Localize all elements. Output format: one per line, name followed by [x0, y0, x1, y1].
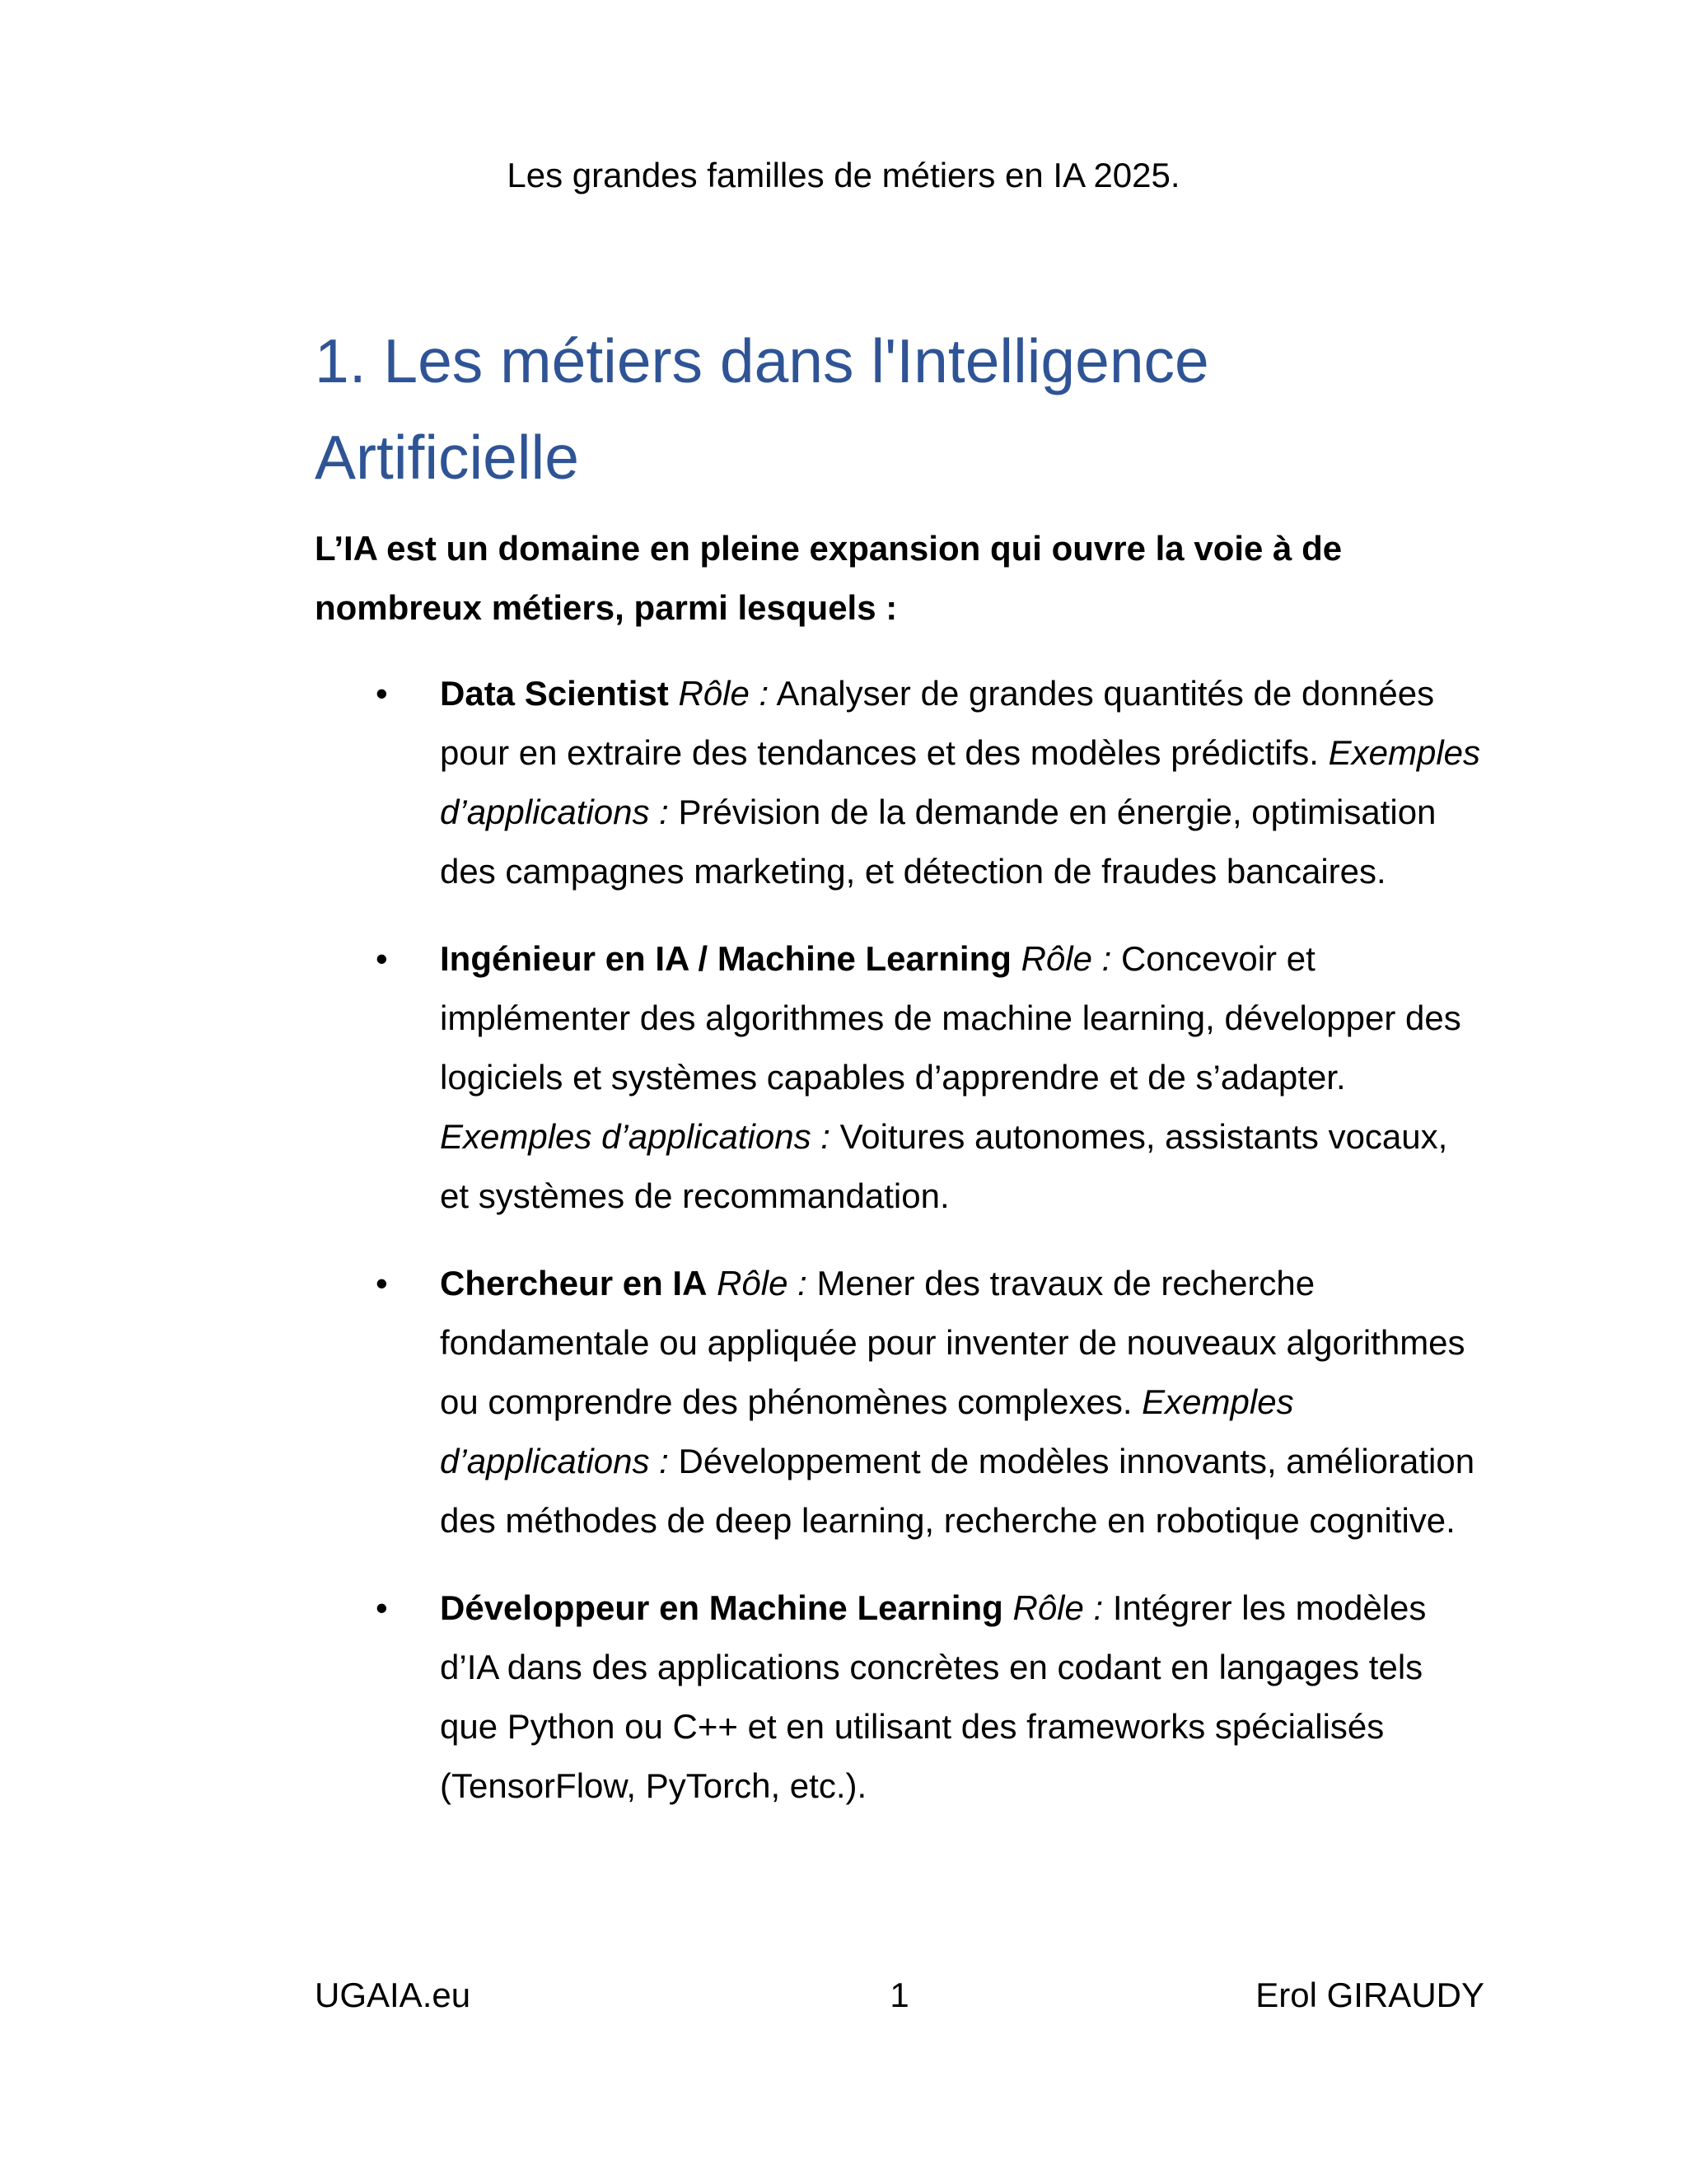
job-title: Chercheur en IA	[440, 1264, 708, 1302]
job-title: Développeur en Machine Learning	[440, 1588, 1003, 1627]
footer-author: Erol GIRAUDY	[1255, 1976, 1484, 2014]
role-label: Rôle :	[678, 674, 769, 713]
list-item	[315, 1578, 1484, 1816]
job-title: Ingénieur en IA / Machine Learning	[440, 939, 1012, 978]
examples-label: Exemples d’applications :	[440, 1382, 1294, 1480]
bullet-icon: •	[376, 939, 388, 978]
section-heading	[315, 313, 1484, 506]
examples-text: Développement de modèles innovants, amélioration des méthodes de deep learning, recherche en robotique cognitive.	[440, 1442, 1475, 1540]
page-header-title: Les grandes familles de métiers en IA 2025.	[507, 156, 1180, 194]
examples-label: Exemples d’applications :	[440, 733, 1481, 831]
list-item	[315, 664, 1484, 901]
role-label: Rôle :	[717, 1264, 807, 1302]
role-text: Intégrer les modèles d’IA dans des applications concrètes en codant en langages tels que Python ou C++ et en utilisant des frameworks spécialisés (TensorFlow, PyTorch, etc.).	[440, 1588, 1427, 1805]
bullet-icon: •	[376, 1264, 388, 1302]
role-label: Rôle :	[1021, 939, 1112, 978]
bullet-icon: •	[376, 674, 388, 713]
page-number: 1	[890, 1976, 909, 2014]
examples-text: Prévision de la demande en énergie, optimisation des campagnes marketing, et détection de fraudes bancaires.	[440, 793, 1437, 891]
role-text: Mener des travaux de recherche fondamentale ou appliquée pour inventer de nouveaux algorithmes ou comprendre des phénomènes complexes.	[440, 1264, 1465, 1421]
list-item	[315, 929, 1484, 1226]
role-text: Analyser de grandes quantités de données pour en extraire des tendances et des modèles prédictifs.	[440, 674, 1435, 772]
examples-label: Exemples d’applications :	[440, 1117, 830, 1156]
examples-text: Voitures autonomes, assistants vocaux, et systèmes de recommandation.	[440, 1117, 1448, 1215]
role-text: Concevoir et implémenter des algorithmes de machine learning, développer des logiciels et systèmes capables d’apprendre et de s’adapter.	[440, 939, 1461, 1097]
bullet-icon: •	[376, 1588, 388, 1627]
page-footer	[315, 1971, 1484, 2020]
job-title: Data Scientist	[440, 674, 669, 713]
section-heading-line2: Artificielle	[315, 423, 579, 492]
section-intro: L’IA est un domaine en pleine expansion qui ouvre la voie à de nombreux métiers, parmi lesquels :	[315, 529, 1343, 627]
footer-site: UGAIA.eu	[315, 1976, 471, 2014]
list-item	[315, 1254, 1484, 1550]
jobs-list	[315, 664, 1484, 1844]
role-label: Rôle :	[1012, 1588, 1104, 1627]
section-heading-line1: 1. Les métiers dans l'Intelligence	[315, 326, 1209, 395]
